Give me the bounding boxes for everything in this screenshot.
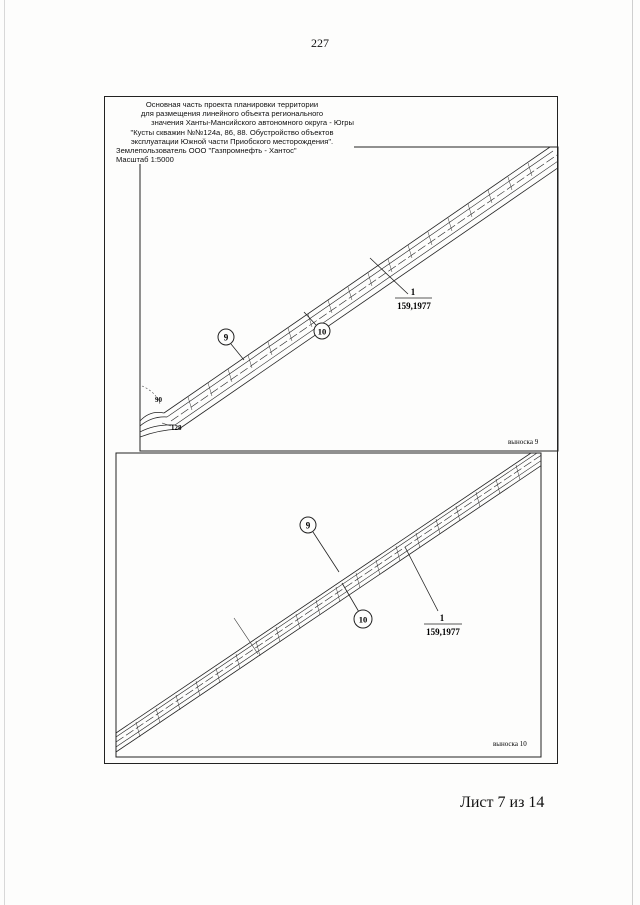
inset-9-marker-9-label: 9 xyxy=(223,332,229,343)
land-user-line: Землепользователь ООО "Газпромнефть - Хантос" xyxy=(116,146,297,156)
inset-10-marker-10-leader xyxy=(342,583,359,612)
inset-9-hatching xyxy=(188,163,532,410)
inset-10-caption: выноска 10 xyxy=(493,740,527,748)
inset-10-corridor xyxy=(116,453,545,752)
inset-10-hatching xyxy=(136,465,520,737)
title-line-5: эксплуатации Южной части Приобского месторождения". xyxy=(130,136,334,146)
title-line-4: "Кусты скважин №№124а, 86, 88. Обустройство объектов xyxy=(130,127,334,137)
inset-10-marker-10-label: 10 xyxy=(358,614,368,625)
title-line-1: Основная часть проекта планировки территории xyxy=(145,100,319,109)
inset-10-callout-bottom: 159,1977 xyxy=(426,627,460,637)
inset-9-callout-bottom: 159,1977 xyxy=(397,301,431,311)
inset-10-marker-9-leader xyxy=(313,532,339,572)
inset-9-marker-9-leader xyxy=(231,344,244,360)
inset-9-caption: выноска 9 xyxy=(508,438,539,446)
page-number: 227 xyxy=(311,36,329,50)
sheet-label: Лист 7 из 14 xyxy=(460,794,545,811)
inset-10 xyxy=(116,453,545,757)
title-line-3: значения Ханты-Мансийского автономного округа - Югры xyxy=(151,118,354,128)
scale-line: Масштаб 1:5000 xyxy=(116,155,174,165)
inset-9-dim-90: 90 xyxy=(155,396,162,404)
inset-9-corridor xyxy=(140,147,565,437)
inset-10-callout-top: 1 xyxy=(439,613,445,623)
inset-10-callout-leader xyxy=(405,547,438,611)
inset-9-callout-leader xyxy=(370,258,408,294)
inset-10-marker-9-label: 9 xyxy=(305,520,311,531)
inset-9-marker-10-label: 10 xyxy=(317,326,327,337)
inset-9 xyxy=(140,147,565,451)
inset-9-marker-10-leader xyxy=(304,312,316,325)
inset-9-callout-top: 1 xyxy=(410,287,416,297)
inset-9-border xyxy=(140,147,558,451)
inset-9-dim-128: 128 xyxy=(171,424,182,432)
drawing-title-block xyxy=(110,100,354,164)
title-line-2: для размещения линейного объекта регионального xyxy=(140,109,324,119)
